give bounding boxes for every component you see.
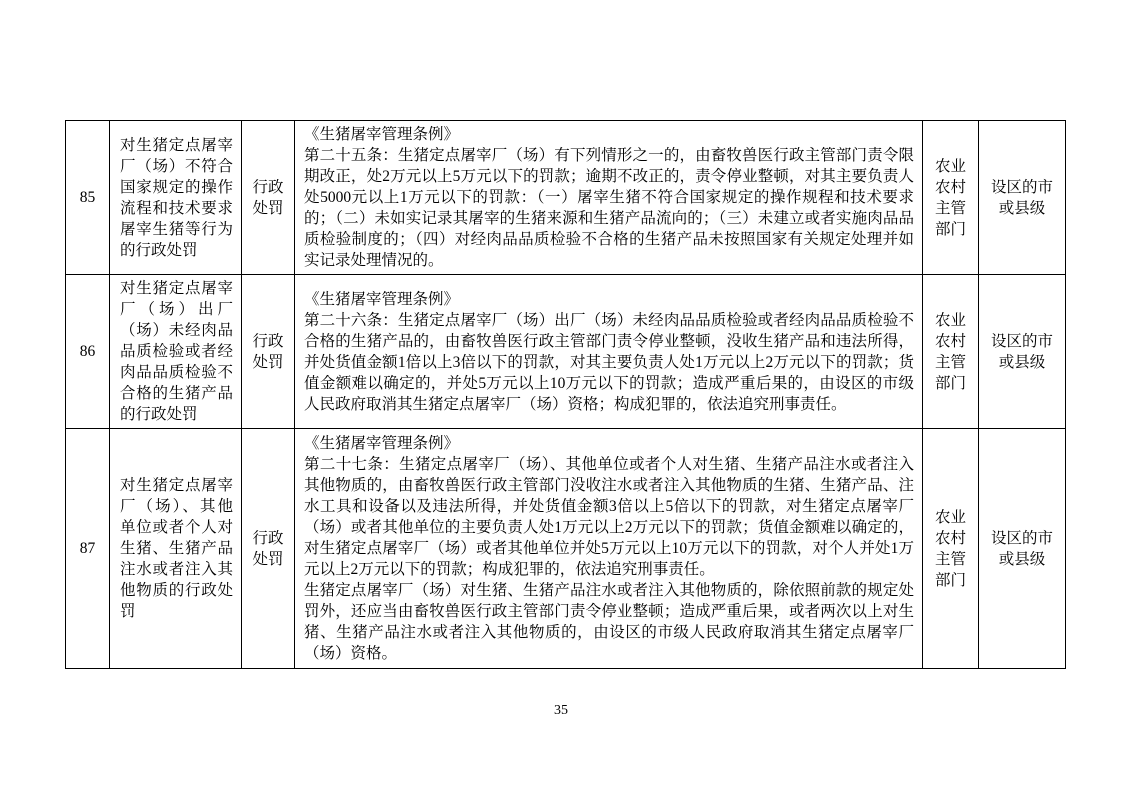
legal-basis-cell	[295, 429, 923, 669]
page-number: 35	[554, 703, 568, 718]
department-cell: 农业农村主管部门	[923, 429, 979, 669]
legal-basis-paragraph: 第二十六条：生猪定点屠宰厂（场）出厂（场）未经肉品品质检验或者经肉品品质检验不合格的生猪产品的，由畜牧兽医行政主管部门责令停业整顿，没收生猪产品和违法所得，并处货值金额1倍以上3倍以下的罚款，对其主要负责人处1万元以上2万元以下的罚款；货值金额难以确定的，并处5万元以上10万元以下的罚款；造成严重后果的，由设区的市级人民政府取消其生猪定点屠宰厂（场）资格；构成犯罪的，依法追究刑事责任。	[304, 311, 914, 413]
row-number-cell: 86	[66, 275, 110, 429]
legal-basis-paragraph: 第二十五条：生猪定点屠宰厂（场）有下列情形之一的，由畜牧兽医行政主管部门责令限期改正，处2万元以上5万元以下的罚款；逾期不改正的，责令停业整顿，对其主要负责人处5000元以上1万元以下的罚款：（一）屠宰生猪不符合国家规定的操作规程和技术要求的；（二）未如实记录其屠宰的生猪来源和生猪产品流向的；（三）未建立或者实施肉品品质检验制度的；（四）对经肉品品质检验不合格的生猪产品未按照国家有关规定处理并如实记录处理情况的。	[304, 147, 914, 269]
matter-cell: 对生猪定点屠宰厂（场）出厂（场）未经肉品品质检验或者经肉品品质检验不合格的生猪产品的行政处罚	[110, 275, 242, 429]
penalty-type-cell: 行政处罚	[242, 121, 295, 275]
legal-basis-title: 《生猪屠宰管理条例》	[304, 126, 460, 143]
table-row	[66, 429, 1066, 669]
table-row	[66, 275, 1066, 429]
matter-cell: 对生猪定点屠宰厂（场）、其他单位或者个人对生猪、生猪产品注水或者注入其他物质的行政处罚	[110, 429, 242, 669]
department-cell: 农业农村主管部门	[923, 121, 979, 275]
penalty-type-cell: 行政处罚	[242, 429, 295, 669]
department-cell: 农业农村主管部门	[923, 275, 979, 429]
table-row	[66, 121, 1066, 275]
row-number-cell: 85	[66, 121, 110, 275]
level-cell: 设区的市或县级	[979, 429, 1066, 669]
level-cell: 设区的市或县级	[979, 275, 1066, 429]
legal-basis-cell	[295, 121, 923, 275]
penalty-table	[65, 120, 1066, 669]
legal-basis-cell	[295, 275, 923, 429]
row-number-cell: 87	[66, 429, 110, 669]
legal-basis-title: 《生猪屠宰管理条例》	[304, 435, 460, 452]
penalty-type-cell: 行政处罚	[242, 275, 295, 429]
matter-cell: 对生猪定点屠宰厂（场）不符合国家规定的操作流程和技术要求屠宰生猪等行为的行政处罚	[110, 121, 242, 275]
level-cell: 设区的市或县级	[979, 121, 1066, 275]
legal-basis-paragraph: 生猪定点屠宰厂（场）对生猪、生猪产品注水或者注入其他物质的，除依照前款的规定处罚外，还应当由畜牧兽医行政主管部门责令停业整顿；造成严重后果，或者两次以上对生猪、生猪产品注水或者注入其他物质的，由设区的市级人民政府取消其生猪定点屠宰厂（场）资格。	[304, 582, 914, 662]
legal-basis-title: 《生猪屠宰管理条例》	[304, 290, 460, 308]
legal-basis-paragraph: 第二十七条：生猪定点屠宰厂（场）、其他单位或者个人对生猪、生猪产品注水或者注入其他物质的，由畜牧兽医行政主管部门没收注水或者注入其他物质的生猪、生猪产品、注水工具和设备以及违法所得，并处货值金额3倍以上5倍以下的罚款，对生猪定点屠宰厂（场）或者其他单位的主要负责人处1万元以上2万元以下的罚款；货值金额难以确定的，对生猪定点屠宰厂（场）或者其他单位并处5万元以上10万元以下的罚款，对个人并处1万元以上2万元以下的罚款；构成犯罪的，依法追究刑事责任。	[304, 456, 914, 578]
